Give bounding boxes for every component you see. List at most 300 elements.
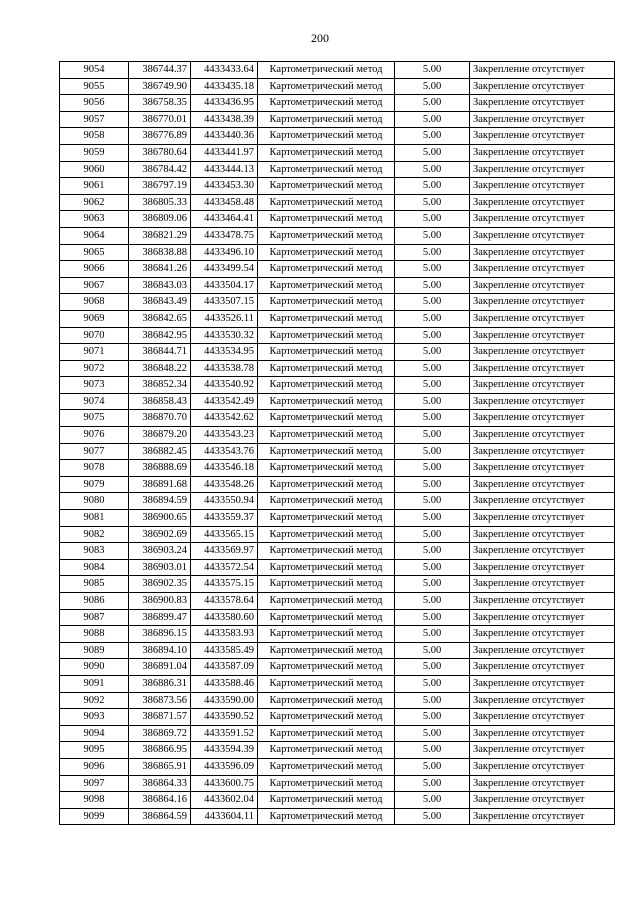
fixation-cell: Закрепление отсутствует — [470, 178, 615, 195]
table-row — [60, 725, 615, 742]
precision-cell: 5.00 — [395, 775, 470, 792]
x-coordinate-cell: 386899.47 — [129, 609, 191, 626]
method-cell: Картометрический метод — [258, 460, 395, 477]
fixation-cell: Закрепление отсутствует — [470, 360, 615, 377]
table-row — [60, 510, 615, 527]
y-coordinate-cell: 4433548.26 — [191, 476, 258, 493]
table-row — [60, 543, 615, 560]
table-row — [60, 111, 615, 128]
x-coordinate-cell: 386809.06 — [129, 211, 191, 228]
x-coordinate-cell: 386848.22 — [129, 360, 191, 377]
table-row — [60, 775, 615, 792]
x-coordinate-cell: 386776.89 — [129, 128, 191, 145]
x-coordinate-cell: 386770.01 — [129, 111, 191, 128]
x-coordinate-cell: 386821.29 — [129, 227, 191, 244]
precision-cell: 5.00 — [395, 294, 470, 311]
fixation-cell: Закрепление отсутствует — [470, 792, 615, 809]
point-number-cell: 9059 — [60, 144, 129, 161]
point-number-cell: 9084 — [60, 559, 129, 576]
point-number-cell: 9074 — [60, 393, 129, 410]
precision-cell: 5.00 — [395, 427, 470, 444]
method-cell: Картометрический метод — [258, 62, 395, 79]
precision-cell: 5.00 — [395, 78, 470, 95]
table-row — [60, 144, 615, 161]
fixation-cell: Закрепление отсутствует — [470, 78, 615, 95]
fixation-cell: Закрепление отсутствует — [470, 626, 615, 643]
y-coordinate-cell: 4433441.97 — [191, 144, 258, 161]
method-cell: Картометрический метод — [258, 725, 395, 742]
precision-cell: 5.00 — [395, 261, 470, 278]
fixation-cell: Закрепление отсутствует — [470, 559, 615, 576]
precision-cell: 5.00 — [395, 161, 470, 178]
table-row — [60, 576, 615, 593]
table-row — [60, 95, 615, 112]
y-coordinate-cell: 4433499.54 — [191, 261, 258, 278]
y-coordinate-cell: 4433580.60 — [191, 609, 258, 626]
method-cell: Картометрический метод — [258, 377, 395, 394]
table-row — [60, 609, 615, 626]
fixation-cell: Закрепление отсутствует — [470, 327, 615, 344]
method-cell: Картометрический метод — [258, 144, 395, 161]
x-coordinate-cell: 386894.10 — [129, 642, 191, 659]
precision-cell: 5.00 — [395, 111, 470, 128]
method-cell: Картометрический метод — [258, 543, 395, 560]
precision-cell: 5.00 — [395, 659, 470, 676]
point-number-cell: 9057 — [60, 111, 129, 128]
x-coordinate-cell: 386780.64 — [129, 144, 191, 161]
precision-cell: 5.00 — [395, 493, 470, 510]
fixation-cell: Закрепление отсутствует — [470, 808, 615, 825]
y-coordinate-cell: 4433436.95 — [191, 95, 258, 112]
precision-cell: 5.00 — [395, 410, 470, 427]
fixation-cell: Закрепление отсутствует — [470, 277, 615, 294]
x-coordinate-cell: 386870.70 — [129, 410, 191, 427]
precision-cell: 5.00 — [395, 510, 470, 527]
y-coordinate-cell: 4433542.49 — [191, 393, 258, 410]
x-coordinate-cell: 386891.04 — [129, 659, 191, 676]
fixation-cell: Закрепление отсутствует — [470, 227, 615, 244]
precision-cell: 5.00 — [395, 227, 470, 244]
fixation-cell: Закрепление отсутствует — [470, 758, 615, 775]
point-number-cell: 9092 — [60, 692, 129, 709]
x-coordinate-cell: 386864.16 — [129, 792, 191, 809]
precision-cell: 5.00 — [395, 476, 470, 493]
precision-cell: 5.00 — [395, 211, 470, 228]
fixation-cell: Закрепление отсутствует — [470, 393, 615, 410]
precision-cell: 5.00 — [395, 808, 470, 825]
precision-cell: 5.00 — [395, 576, 470, 593]
y-coordinate-cell: 4433496.10 — [191, 244, 258, 261]
x-coordinate-cell: 386864.59 — [129, 808, 191, 825]
point-number-cell: 9098 — [60, 792, 129, 809]
precision-cell: 5.00 — [395, 460, 470, 477]
method-cell: Картометрический метод — [258, 244, 395, 261]
fixation-cell: Закрепление отсутствует — [470, 194, 615, 211]
x-coordinate-cell: 386865.91 — [129, 758, 191, 775]
precision-cell: 5.00 — [395, 543, 470, 560]
point-number-cell: 9061 — [60, 178, 129, 195]
fixation-cell: Закрепление отсутствует — [470, 95, 615, 112]
table-row — [60, 526, 615, 543]
table-row — [60, 244, 615, 261]
y-coordinate-cell: 4433504.17 — [191, 277, 258, 294]
table-row — [60, 675, 615, 692]
y-coordinate-cell: 4433594.39 — [191, 742, 258, 759]
method-cell: Картометрический метод — [258, 294, 395, 311]
fixation-cell: Закрепление отсутствует — [470, 493, 615, 510]
table-row — [60, 476, 615, 493]
table-row — [60, 692, 615, 709]
table-row — [60, 360, 615, 377]
fixation-cell: Закрепление отсутствует — [470, 161, 615, 178]
method-cell: Картометрический метод — [258, 709, 395, 726]
table-row — [60, 294, 615, 311]
method-cell: Картометрический метод — [258, 427, 395, 444]
point-number-cell: 9058 — [60, 128, 129, 145]
fixation-cell: Закрепление отсутствует — [470, 344, 615, 361]
method-cell: Картометрический метод — [258, 310, 395, 327]
point-number-cell: 9088 — [60, 626, 129, 643]
x-coordinate-cell: 386784.42 — [129, 161, 191, 178]
fixation-cell: Закрепление отсутствует — [470, 244, 615, 261]
method-cell: Картометрический метод — [258, 775, 395, 792]
method-cell: Картометрический метод — [258, 792, 395, 809]
point-number-cell: 9076 — [60, 427, 129, 444]
fixation-cell: Закрепление отсутствует — [470, 128, 615, 145]
y-coordinate-cell: 4433526.11 — [191, 310, 258, 327]
method-cell: Картометрический метод — [258, 576, 395, 593]
table-row — [60, 310, 615, 327]
method-cell: Картометрический метод — [258, 692, 395, 709]
method-cell: Картометрический метод — [258, 78, 395, 95]
fixation-cell: Закрепление отсутствует — [470, 775, 615, 792]
point-number-cell: 9070 — [60, 327, 129, 344]
table-row — [60, 460, 615, 477]
fixation-cell: Закрепление отсутствует — [470, 62, 615, 79]
precision-cell: 5.00 — [395, 62, 470, 79]
y-coordinate-cell: 4433590.00 — [191, 692, 258, 709]
fixation-cell: Закрепление отсутствует — [470, 261, 615, 278]
table-row — [60, 377, 615, 394]
point-number-cell: 9072 — [60, 360, 129, 377]
fixation-cell: Закрепление отсутствует — [470, 659, 615, 676]
y-coordinate-cell: 4433591.52 — [191, 725, 258, 742]
y-coordinate-cell: 4433538.78 — [191, 360, 258, 377]
method-cell: Картометрический метод — [258, 808, 395, 825]
precision-cell: 5.00 — [395, 95, 470, 112]
method-cell: Картометрический метод — [258, 360, 395, 377]
point-number-cell: 9069 — [60, 310, 129, 327]
point-number-cell: 9068 — [60, 294, 129, 311]
table-row — [60, 808, 615, 825]
table-row — [60, 277, 615, 294]
y-coordinate-cell: 4433559.37 — [191, 510, 258, 527]
point-number-cell: 9083 — [60, 543, 129, 560]
y-coordinate-cell: 4433438.39 — [191, 111, 258, 128]
method-cell: Картометрический метод — [258, 327, 395, 344]
method-cell: Картометрический метод — [258, 194, 395, 211]
x-coordinate-cell: 386838.88 — [129, 244, 191, 261]
method-cell: Картометрический метод — [258, 609, 395, 626]
x-coordinate-cell: 386842.65 — [129, 310, 191, 327]
y-coordinate-cell: 4433464.41 — [191, 211, 258, 228]
precision-cell: 5.00 — [395, 443, 470, 460]
y-coordinate-cell: 4433507.15 — [191, 294, 258, 311]
page-number: 200 — [311, 31, 329, 45]
point-number-cell: 9094 — [60, 725, 129, 742]
x-coordinate-cell: 386900.65 — [129, 510, 191, 527]
fixation-cell: Закрепление отсутствует — [470, 675, 615, 692]
table-row — [60, 758, 615, 775]
precision-cell: 5.00 — [395, 244, 470, 261]
x-coordinate-cell: 386749.90 — [129, 78, 191, 95]
fixation-cell: Закрепление отсутствует — [470, 742, 615, 759]
y-coordinate-cell: 4433433.64 — [191, 62, 258, 79]
x-coordinate-cell: 386873.56 — [129, 692, 191, 709]
table-row — [60, 344, 615, 361]
precision-cell: 5.00 — [395, 792, 470, 809]
point-number-cell: 9089 — [60, 642, 129, 659]
fixation-cell: Закрепление отсутствует — [470, 460, 615, 477]
method-cell: Картометрический метод — [258, 659, 395, 676]
x-coordinate-cell: 386882.45 — [129, 443, 191, 460]
x-coordinate-cell: 386903.24 — [129, 543, 191, 560]
method-cell: Картометрический метод — [258, 344, 395, 361]
point-number-cell: 9079 — [60, 476, 129, 493]
y-coordinate-cell: 4433540.92 — [191, 377, 258, 394]
table-row — [60, 493, 615, 510]
x-coordinate-cell: 386894.59 — [129, 493, 191, 510]
table-row — [60, 227, 615, 244]
point-number-cell: 9064 — [60, 227, 129, 244]
precision-cell: 5.00 — [395, 393, 470, 410]
precision-cell: 5.00 — [395, 593, 470, 610]
y-coordinate-cell: 4433543.23 — [191, 427, 258, 444]
fixation-cell: Закрепление отсутствует — [470, 144, 615, 161]
table-row — [60, 211, 615, 228]
point-number-cell: 9078 — [60, 460, 129, 477]
y-coordinate-cell: 4433596.09 — [191, 758, 258, 775]
method-cell: Картометрический метод — [258, 393, 395, 410]
precision-cell: 5.00 — [395, 742, 470, 759]
method-cell: Картометрический метод — [258, 161, 395, 178]
table-row — [60, 659, 615, 676]
point-number-cell: 9086 — [60, 593, 129, 610]
y-coordinate-cell: 4433542.62 — [191, 410, 258, 427]
x-coordinate-cell: 386896.15 — [129, 626, 191, 643]
y-coordinate-cell: 4433572.54 — [191, 559, 258, 576]
method-cell: Картометрический метод — [258, 559, 395, 576]
method-cell: Картометрический метод — [258, 526, 395, 543]
x-coordinate-cell: 386758.35 — [129, 95, 191, 112]
table-row — [60, 626, 615, 643]
point-number-cell: 9081 — [60, 510, 129, 527]
fixation-cell: Закрепление отсутствует — [470, 410, 615, 427]
y-coordinate-cell: 4433530.32 — [191, 327, 258, 344]
precision-cell: 5.00 — [395, 377, 470, 394]
method-cell: Картометрический метод — [258, 593, 395, 610]
fixation-cell: Закрепление отсутствует — [470, 111, 615, 128]
y-coordinate-cell: 4433578.64 — [191, 593, 258, 610]
x-coordinate-cell: 386843.49 — [129, 294, 191, 311]
precision-cell: 5.00 — [395, 144, 470, 161]
x-coordinate-cell: 386797.19 — [129, 178, 191, 195]
table-row — [60, 194, 615, 211]
table-row — [60, 427, 615, 444]
method-cell: Картометрический метод — [258, 128, 395, 145]
table-row — [60, 642, 615, 659]
table-row — [60, 559, 615, 576]
method-cell: Картометрический метод — [258, 227, 395, 244]
precision-cell: 5.00 — [395, 327, 470, 344]
x-coordinate-cell: 386744.37 — [129, 62, 191, 79]
fixation-cell: Закрепление отсутствует — [470, 576, 615, 593]
method-cell: Картометрический метод — [258, 476, 395, 493]
precision-cell: 5.00 — [395, 675, 470, 692]
point-number-cell: 9073 — [60, 377, 129, 394]
fixation-cell: Закрепление отсутствует — [470, 725, 615, 742]
fixation-cell: Закрепление отсутствует — [470, 310, 615, 327]
y-coordinate-cell: 4433534.95 — [191, 344, 258, 361]
table-row — [60, 78, 615, 95]
table-row — [60, 709, 615, 726]
point-number-cell: 9071 — [60, 344, 129, 361]
point-number-cell: 9065 — [60, 244, 129, 261]
x-coordinate-cell: 386843.03 — [129, 277, 191, 294]
method-cell: Картометрический метод — [258, 211, 395, 228]
method-cell: Картометрический метод — [258, 675, 395, 692]
method-cell: Картометрический метод — [258, 178, 395, 195]
x-coordinate-cell: 386888.69 — [129, 460, 191, 477]
precision-cell: 5.00 — [395, 128, 470, 145]
precision-cell: 5.00 — [395, 725, 470, 742]
point-number-cell: 9066 — [60, 261, 129, 278]
x-coordinate-cell: 386886.31 — [129, 675, 191, 692]
point-number-cell: 9077 — [60, 443, 129, 460]
coordinates-table — [59, 61, 615, 825]
point-number-cell: 9091 — [60, 675, 129, 692]
table-row — [60, 410, 615, 427]
precision-cell: 5.00 — [395, 709, 470, 726]
fixation-cell: Закрепление отсутствует — [470, 709, 615, 726]
fixation-cell: Закрепление отсутствует — [470, 692, 615, 709]
table-row — [60, 742, 615, 759]
x-coordinate-cell: 386891.68 — [129, 476, 191, 493]
precision-cell: 5.00 — [395, 277, 470, 294]
precision-cell: 5.00 — [395, 194, 470, 211]
point-number-cell: 9054 — [60, 62, 129, 79]
point-number-cell: 9095 — [60, 742, 129, 759]
fixation-cell: Закрепление отсутствует — [470, 642, 615, 659]
point-number-cell: 9062 — [60, 194, 129, 211]
table-row — [60, 178, 615, 195]
x-coordinate-cell: 386866.95 — [129, 742, 191, 759]
x-coordinate-cell: 386900.83 — [129, 593, 191, 610]
table-row — [60, 128, 615, 145]
y-coordinate-cell: 4433588.46 — [191, 675, 258, 692]
x-coordinate-cell: 386864.33 — [129, 775, 191, 792]
fixation-cell: Закрепление отсутствует — [470, 476, 615, 493]
y-coordinate-cell: 4433604.11 — [191, 808, 258, 825]
method-cell: Картометрический метод — [258, 261, 395, 278]
x-coordinate-cell: 386841.26 — [129, 261, 191, 278]
method-cell: Картометрический метод — [258, 410, 395, 427]
point-number-cell: 9067 — [60, 277, 129, 294]
y-coordinate-cell: 4433546.18 — [191, 460, 258, 477]
y-coordinate-cell: 4433478.75 — [191, 227, 258, 244]
y-coordinate-cell: 4433458.48 — [191, 194, 258, 211]
y-coordinate-cell: 4433602.04 — [191, 792, 258, 809]
point-number-cell: 9099 — [60, 808, 129, 825]
fixation-cell: Закрепление отсутствует — [470, 526, 615, 543]
method-cell: Картометрический метод — [258, 758, 395, 775]
y-coordinate-cell: 4433550.94 — [191, 493, 258, 510]
point-number-cell: 9082 — [60, 526, 129, 543]
point-number-cell: 9080 — [60, 493, 129, 510]
y-coordinate-cell: 4433453.30 — [191, 178, 258, 195]
fixation-cell: Закрепление отсутствует — [470, 427, 615, 444]
y-coordinate-cell: 4433587.09 — [191, 659, 258, 676]
x-coordinate-cell: 386902.69 — [129, 526, 191, 543]
fixation-cell: Закрепление отсутствует — [470, 211, 615, 228]
y-coordinate-cell: 4433600.75 — [191, 775, 258, 792]
method-cell: Картометрический метод — [258, 626, 395, 643]
point-number-cell: 9093 — [60, 709, 129, 726]
x-coordinate-cell: 386858.43 — [129, 393, 191, 410]
table-row — [60, 261, 615, 278]
method-cell: Картометрический метод — [258, 111, 395, 128]
precision-cell: 5.00 — [395, 559, 470, 576]
precision-cell: 5.00 — [395, 642, 470, 659]
precision-cell: 5.00 — [395, 626, 470, 643]
method-cell: Картометрический метод — [258, 277, 395, 294]
x-coordinate-cell: 386842.95 — [129, 327, 191, 344]
table-row — [60, 593, 615, 610]
fixation-cell: Закрепление отсутствует — [470, 609, 615, 626]
precision-cell: 5.00 — [395, 526, 470, 543]
point-number-cell: 9090 — [60, 659, 129, 676]
x-coordinate-cell: 386871.57 — [129, 709, 191, 726]
point-number-cell: 9055 — [60, 78, 129, 95]
precision-cell: 5.00 — [395, 360, 470, 377]
x-coordinate-cell: 386852.34 — [129, 377, 191, 394]
method-cell: Картометрический метод — [258, 443, 395, 460]
point-number-cell: 9085 — [60, 576, 129, 593]
fixation-cell: Закрепление отсутствует — [470, 377, 615, 394]
precision-cell: 5.00 — [395, 344, 470, 361]
x-coordinate-cell: 386903.01 — [129, 559, 191, 576]
y-coordinate-cell: 4433585.49 — [191, 642, 258, 659]
fixation-cell: Закрепление отсутствует — [470, 543, 615, 560]
method-cell: Картометрический метод — [258, 510, 395, 527]
coordinates-table-body — [60, 62, 615, 825]
table-row — [60, 443, 615, 460]
method-cell: Картометрический метод — [258, 493, 395, 510]
method-cell: Картометрический метод — [258, 742, 395, 759]
table-row — [60, 792, 615, 809]
fixation-cell: Закрепление отсутствует — [470, 510, 615, 527]
y-coordinate-cell: 4433435.18 — [191, 78, 258, 95]
y-coordinate-cell: 4433444.13 — [191, 161, 258, 178]
y-coordinate-cell: 4433575.15 — [191, 576, 258, 593]
table-row — [60, 327, 615, 344]
fixation-cell: Закрепление отсутствует — [470, 294, 615, 311]
point-number-cell: 9063 — [60, 211, 129, 228]
x-coordinate-cell: 386805.33 — [129, 194, 191, 211]
y-coordinate-cell: 4433590.52 — [191, 709, 258, 726]
point-number-cell: 9060 — [60, 161, 129, 178]
table-row — [60, 393, 615, 410]
